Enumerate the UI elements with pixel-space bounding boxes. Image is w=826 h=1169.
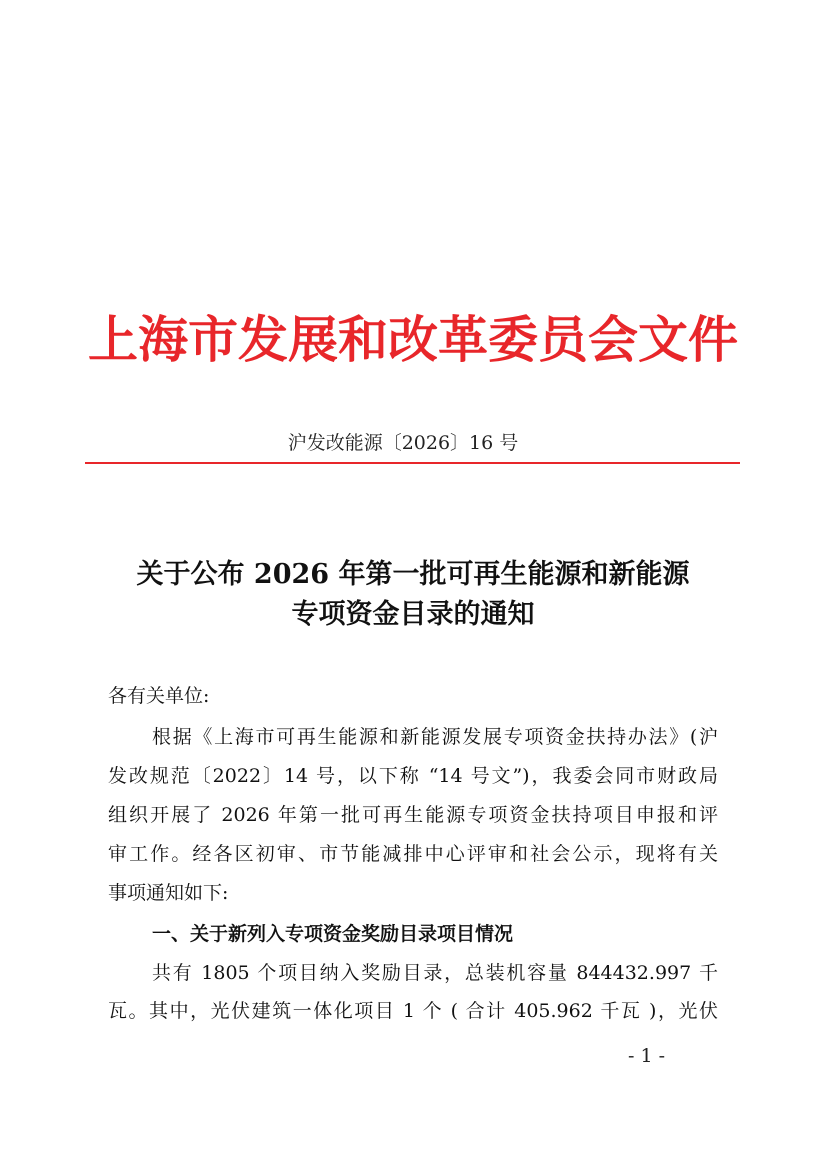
paragraph-1-line-4: 审工作。经各区初审、市节能减排中心评审和社会公示，现将有关	[108, 843, 718, 865]
document-number: 沪发改能源〔2026〕16 号	[287, 432, 519, 454]
notice-title-line-1: 关于公布 2026 年第一批可再生能源和新能源	[136, 559, 690, 590]
paragraph-1-line-5: 事项通知如下:	[108, 882, 229, 904]
page-number: - 1 -	[628, 1045, 666, 1067]
agency-title: 上海市发展和改革委员会文件	[88, 310, 738, 369]
paragraph-1-line-3: 组织开展了 2026 年第一批可再生能源专项资金扶持项目申报和评	[108, 804, 718, 826]
paragraph-1-line-1: 根据《上海市可再生能源和新能源发展专项资金扶持办法》(沪	[152, 726, 718, 748]
paragraph-2-line-1: 共有 1805 个项目纳入奖励目录，总装机容量 844432.997 千	[152, 962, 718, 984]
notice-title-line-2: 专项资金目录的通知	[291, 599, 535, 630]
salutation: 各有关单位:	[108, 685, 210, 707]
paragraph-2-line-2: 瓦。其中，光伏建筑一体化项目 1 个 ( 合计 405.962 千瓦 )，光伏	[108, 1000, 718, 1022]
section-1-heading: 一、关于新列入专项资金奖励目录项目情况	[152, 923, 514, 945]
paragraph-1-line-2: 发改规范〔2022〕14 号，以下称 “14 号文”)，我委会同市财政局	[108, 765, 718, 787]
red-divider-line	[85, 462, 740, 464]
